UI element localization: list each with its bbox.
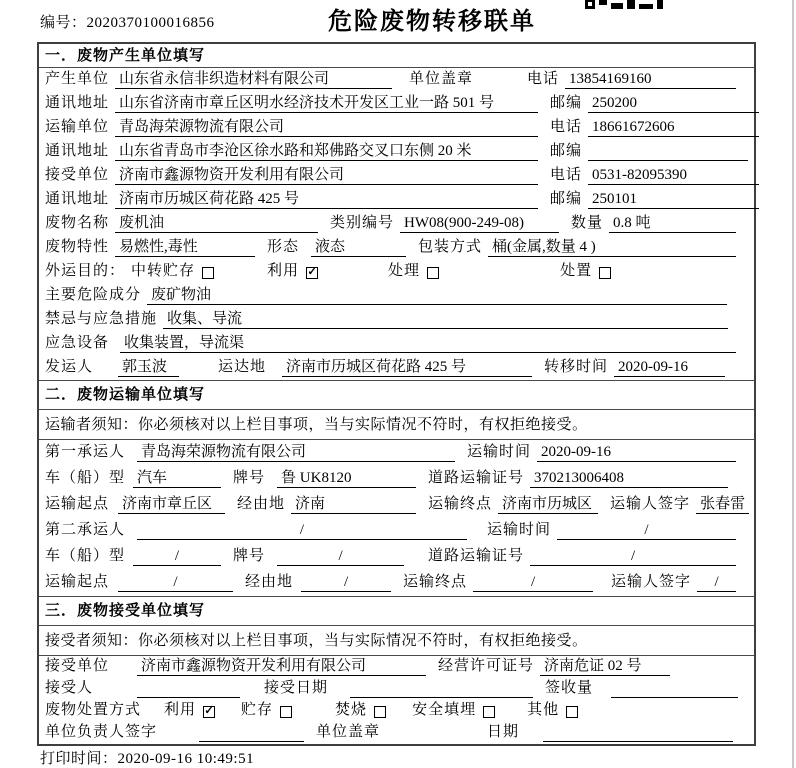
field-label: 接受日期	[264, 680, 329, 696]
form-row	[39, 518, 754, 544]
form-row	[39, 188, 754, 212]
form-row	[39, 440, 754, 466]
carrier-signature-1-field	[696, 496, 749, 514]
field-label: 转移时间	[544, 359, 609, 375]
field-label: 外运目的：	[45, 263, 126, 279]
producer-unit-field	[115, 71, 392, 89]
waste-characteristics-value: 易燃性,毒性	[119, 239, 198, 255]
receiver-unit-value: 济南市鑫源物资开发利用有限公司	[119, 167, 345, 183]
section-title-receiver: 三．废物接受单位填写	[39, 597, 754, 626]
field-label: 道路运输证号	[428, 470, 525, 486]
emergency-measures-value: 收集、导流	[167, 311, 243, 327]
section-receiver	[39, 596, 754, 744]
destination-value: 济南市历城区荷花路 425 号	[286, 359, 467, 375]
form-row	[39, 332, 754, 356]
document-number-label: 编号：	[40, 15, 87, 31]
field-label: 经由地	[245, 574, 294, 590]
field-label: 禁忌与应急措施	[45, 311, 158, 327]
field-label: 接受单位	[45, 658, 110, 674]
waste-quantity-field	[609, 215, 736, 233]
field-label: 运输单位	[45, 119, 110, 135]
form-row	[39, 678, 754, 700]
field-label: 废物特性	[45, 239, 110, 255]
transporter-postcode-field	[588, 143, 748, 161]
form-row	[39, 260, 754, 284]
second-carrier-value: /	[299, 522, 305, 538]
checkbox-disposal-storage-box	[280, 706, 292, 718]
disposal-storage-label: 贮存	[241, 702, 274, 718]
field-label: 形态	[267, 239, 300, 255]
disposal-incinerate-label: 焚烧	[335, 702, 368, 718]
packaging-field	[488, 239, 736, 257]
emergency-measures-field	[163, 311, 728, 329]
form-row	[39, 544, 754, 570]
receiver-postcode-value: 250101	[592, 191, 638, 207]
transfer-date-field	[614, 359, 725, 377]
checkbox-treat-box	[427, 267, 439, 279]
field-label: 通讯地址	[45, 191, 110, 207]
terminus-2-value: /	[530, 574, 536, 590]
transporter-phone-field	[588, 119, 759, 137]
field-label: 运输起点	[45, 574, 110, 590]
checkbox-utilize-box: ✓	[307, 266, 317, 278]
receiver-person-value	[141, 680, 145, 696]
field-label: 接受人	[45, 680, 94, 696]
document-number	[40, 11, 215, 32]
form-row	[39, 212, 754, 236]
terminus-2-field	[473, 574, 593, 592]
origin-1-value: 济南市章丘区	[122, 496, 213, 512]
form-row	[39, 116, 754, 140]
field-label: 包装方式	[418, 239, 483, 255]
terminus-1-field	[498, 496, 598, 514]
received-quantity-value	[615, 680, 619, 696]
via-2-field	[301, 574, 391, 592]
waste-form-field	[311, 239, 406, 257]
destination-field	[282, 359, 532, 377]
field-label: 运输时间	[487, 522, 552, 538]
waste-characteristics-field	[115, 239, 255, 257]
field-label: 牌号	[233, 548, 266, 564]
receiver-phone-field	[588, 167, 759, 185]
plate-number-2-value: /	[338, 548, 343, 564]
producer-phone-value: 13854169160	[569, 71, 652, 87]
waste-name-field	[115, 215, 318, 233]
producer-address-value: 山东省济南市章丘区明水经济技术开发区工业一路 501 号	[119, 95, 495, 111]
producer-unit-value: 山东省永信非织造材料有限公司	[119, 71, 330, 87]
field-label: 车（船）型	[45, 548, 126, 564]
field-label: 电话	[550, 119, 583, 135]
waste-form-value: 液态	[315, 239, 346, 255]
hazardous-components-value: 废矿物油	[151, 287, 212, 303]
section-title-producer: 一．废物产生单位填写	[39, 44, 754, 68]
responsible-signature-field	[199, 724, 304, 742]
field-label: 运输终点	[428, 496, 493, 512]
field-label: 通讯地址	[45, 143, 110, 159]
transporter-postcode-value	[592, 143, 596, 159]
document-header	[0, 0, 796, 42]
page-title: 危险废物转移联单	[328, 9, 536, 35]
transport-date-2-value: /	[644, 522, 649, 538]
producer-phone-field	[565, 71, 736, 89]
checkbox-dispose-box	[599, 267, 611, 279]
form-row	[39, 236, 754, 260]
carrier-signature-1-value: 张春雷	[700, 496, 746, 512]
field-label: 发运人	[45, 359, 94, 375]
field-label: 车（船）型	[45, 470, 126, 486]
checkbox-disposal-landfill	[412, 700, 495, 721]
disposal-other-label: 其他	[527, 702, 560, 718]
consignor-field	[118, 359, 179, 377]
receiving-unit-field	[137, 658, 426, 676]
print-time	[40, 747, 254, 768]
field-label: 运输人签字	[611, 574, 692, 590]
transport-date-1-value: 2020-09-16	[541, 444, 612, 460]
field-label: 第一承运人	[45, 444, 126, 460]
field-label: 运达地	[218, 359, 267, 375]
disposal-landfill-label: 安全填埋	[412, 702, 477, 718]
origin-2-value: /	[173, 574, 178, 590]
transit-storage-label: 中转贮存	[131, 263, 196, 279]
unit-seal-label: 单位盖章	[409, 71, 474, 87]
section-producer	[39, 44, 754, 380]
field-label: 运输时间	[467, 444, 532, 460]
field-label: 经营许可证号	[438, 658, 535, 674]
section-notice-receiver: 接受者须知：你必须核对以上栏目事项，当与实际情况不符时，有权拒绝接受。	[39, 626, 754, 656]
vehicle-type-1-value: 汽车	[137, 470, 168, 486]
receiver-person-field	[137, 680, 240, 698]
via-1-field	[291, 496, 416, 514]
field-label: 主要危险成分	[45, 287, 142, 303]
field-label: 废物处置方式	[45, 702, 142, 718]
vehicle-type-1-field	[133, 470, 221, 488]
receiver-phone-value: 0531-82095390	[592, 167, 688, 183]
waste-quantity-value: 0.8 吨	[613, 215, 651, 231]
checkbox-dispose	[560, 260, 611, 283]
seal-date-value	[547, 724, 551, 740]
responsible-signature-value	[203, 724, 207, 740]
checkbox-disposal-other	[527, 700, 578, 721]
field-label: 电话	[550, 167, 583, 183]
transport-unit-value: 青岛海荣源物流有限公司	[119, 119, 285, 135]
checkbox-disposal-utilize-box: ✓	[204, 705, 214, 717]
checkbox-disposal-utilize	[164, 700, 215, 721]
checkbox-disposal-other-box	[566, 706, 578, 718]
checkbox-disposal-incinerate-box	[374, 706, 386, 718]
road-permit-2-value: /	[630, 548, 636, 564]
field-label: 邮编	[550, 191, 583, 207]
form-row	[39, 466, 754, 492]
field-label: 通讯地址	[45, 95, 110, 111]
section-notice-transporter: 运输者须知：你必须核对以上栏目事项，当与实际情况不符时，有权拒绝接受。	[39, 410, 754, 440]
road-permit-1-value: 370213006408	[534, 470, 625, 486]
page-edge-line	[792, 0, 794, 768]
second-carrier-field	[137, 522, 467, 540]
form-row	[39, 68, 754, 92]
form-row	[39, 356, 754, 380]
road-permit-2-field	[530, 548, 736, 566]
receiver-address-field	[115, 191, 538, 209]
field-label: 数量	[571, 215, 604, 231]
via-2-value: /	[343, 574, 349, 590]
receive-date-field	[350, 680, 533, 698]
receive-date-value	[354, 680, 358, 696]
receiving-unit-value: 济南市鑫源物资开发利用有限公司	[141, 658, 367, 674]
carrier-signature-2-field	[697, 574, 736, 592]
producer-postcode-field	[588, 95, 759, 113]
section-title-transporter: 二．废物运输单位填写	[39, 381, 754, 410]
field-label: 牌号	[233, 470, 266, 486]
field-label: 运输人签字	[610, 496, 691, 512]
receiver-unit-field	[115, 167, 538, 185]
vehicle-type-2-field	[133, 548, 221, 566]
seal-date-field	[543, 724, 733, 742]
print-time-value: 2020-09-16 10:49:51	[117, 751, 255, 767]
field-label: 运输起点	[45, 496, 110, 512]
terminus-1-value: 济南市历城区	[502, 496, 593, 512]
first-carrier-value: 青岛海荣源物流有限公司	[141, 444, 307, 460]
checkbox-transit-storage	[131, 260, 214, 283]
hazardous-components-field	[147, 287, 727, 305]
receiver-unit-seal-label: 单位盖章	[316, 724, 381, 740]
carrier-signature-2-value: /	[714, 574, 719, 590]
road-permit-1-field	[530, 470, 728, 488]
packaging-value: 桶(金属,数量 4 )	[492, 239, 596, 255]
form-row	[39, 140, 754, 164]
first-carrier-field	[137, 444, 455, 462]
document-number-value: 2020370100016856	[86, 15, 215, 31]
consignor-value: 郭玉波	[122, 359, 168, 375]
transport-date-2-field	[557, 522, 736, 540]
field-label: 日期	[487, 724, 520, 740]
checkbox-transit-storage-box	[202, 267, 214, 279]
section-transporter	[39, 380, 754, 596]
field-label: 邮编	[550, 95, 583, 111]
field-label: 电话	[526, 71, 559, 87]
form-row	[39, 656, 754, 678]
emergency-equipment-value: 收集装置，导流渠	[124, 335, 245, 351]
dispose-label: 处置	[560, 263, 593, 279]
field-label: 道路运输证号	[428, 548, 525, 564]
transport-date-1-field	[537, 444, 736, 462]
checkbox-disposal-landfill-box	[483, 706, 495, 718]
producer-postcode-value: 250200	[592, 95, 638, 111]
form-row	[39, 700, 754, 722]
origin-2-field	[118, 574, 233, 592]
checkbox-disposal-storage	[241, 700, 292, 721]
form-row	[39, 492, 754, 518]
qr-code-fragment	[585, 0, 665, 9]
field-label: 第二承运人	[45, 522, 126, 538]
form-row	[39, 570, 754, 596]
field-label: 运输终点	[403, 574, 468, 590]
checkbox-disposal-incinerate	[335, 700, 386, 721]
form-row	[39, 164, 754, 188]
field-label: 邮编	[550, 143, 583, 159]
transporter-address-field	[115, 143, 538, 161]
print-time-label: 打印时间：	[40, 751, 118, 767]
field-label: 接受单位	[45, 167, 110, 183]
form-row	[39, 92, 754, 116]
license-number-value: 济南危证 02 号	[544, 658, 642, 674]
via-1-value: 济南	[295, 496, 326, 512]
transfer-date-value: 2020-09-16	[618, 359, 689, 375]
license-number-field	[540, 658, 670, 676]
field-label: 类别编号	[330, 215, 395, 231]
waste-name-value: 废机油	[119, 215, 165, 231]
emergency-equipment-field	[120, 335, 736, 353]
field-label: 废物名称	[45, 215, 110, 231]
plate-number-1-field	[277, 470, 416, 488]
origin-1-field	[118, 496, 225, 514]
received-quantity-field	[611, 680, 738, 698]
receiver-address-value: 济南市历城区荷花路 425 号	[119, 191, 300, 207]
producer-address-field	[115, 95, 538, 113]
transport-unit-field	[115, 119, 538, 137]
treat-label: 处理	[388, 263, 421, 279]
waste-category-code-value: HW08(900-249-08)	[404, 215, 525, 231]
form-row	[39, 284, 754, 308]
form-row	[39, 308, 754, 332]
plate-number-1-value: 鲁 UK8120	[281, 470, 352, 486]
field-label: 签收量	[545, 680, 594, 696]
form-row	[39, 722, 754, 744]
field-label: 产生单位	[45, 71, 110, 87]
waste-category-code-field	[400, 215, 559, 233]
field-label: 应急设备	[45, 335, 110, 351]
transporter-phone-value: 18661672606	[592, 119, 675, 135]
field-label: 单位负责人签字	[45, 724, 158, 740]
disposal-utilize-label: 利用	[164, 702, 197, 718]
receiver-postcode-field	[588, 191, 759, 209]
field-label: 经由地	[237, 496, 286, 512]
plate-number-2-field	[277, 548, 404, 566]
checkbox-treat	[388, 260, 439, 283]
utilize-label: 利用	[267, 263, 300, 279]
manifest-form	[37, 42, 756, 746]
transporter-address-value: 山东省青岛市李沧区徐水路和郑佛路交叉口东侧 20 米	[119, 143, 472, 159]
checkbox-utilize	[267, 260, 318, 283]
vehicle-type-2-value: /	[174, 548, 180, 564]
